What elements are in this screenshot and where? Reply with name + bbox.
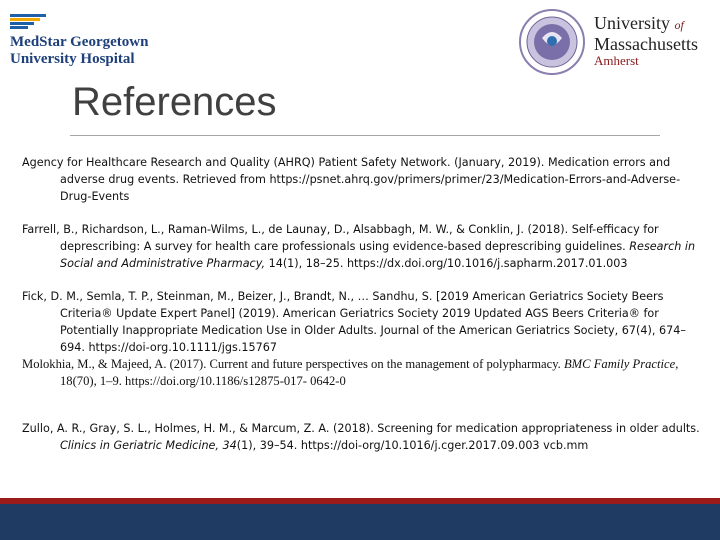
reference-item: Agency for Healthcare Research and Quality (AHRQ) Patient Safety Network. (January, 2019). Medication errors and adverse drug events. Retrieved from https://psnet.ahrq.gov/primers/primer/23/Medication-Errors-and-Adverse-Drug-Events <box>22 156 681 203</box>
footer-bar <box>0 504 720 540</box>
reference-item: Molokhia, M., & Majeed, A. (2017). Current and future perspectives on the management of polypharmacy. BMC Family Practice, 18(70), 1–9. https://doi.org/10.1186/s12875-017- 0642-0 <box>22 357 679 388</box>
umass-line3: Amherst <box>594 53 639 68</box>
umass-line2: Massachusetts <box>594 34 698 54</box>
reference-item: Farrell, B., Richardson, L., Raman-Wilms, L., de Launay, D., Alsabbagh, M. W., & Conklin, J. (2018). Self-efficacy for deprescribing: A survey for health care professionals using evidence-based deprescribing guidelines. Research in Social and Administrative Pharmacy, 14(1), 18–25. https://dx.doi.org/10.1016/j.sapharm.2017.01.003 <box>22 223 696 270</box>
title-divider <box>70 135 660 136</box>
medstar-logo <box>10 14 170 70</box>
pharmacy-seal-icon <box>518 8 586 76</box>
references-list <box>22 154 702 454</box>
umass-logo <box>594 14 714 68</box>
page-title: References <box>72 80 277 124</box>
medstar-name-line1: MedStar Georgetown <box>10 34 149 50</box>
medstar-stripes-icon <box>10 14 46 30</box>
medstar-name-line2: University Hospital <box>10 51 135 67</box>
umass-line1: University of <box>594 13 684 33</box>
reference-item: Zullo, A. R., Gray, S. L., Holmes, H. M., & Marcum, Z. A. (2018). Screening for medication appropriateness in older adults. Clinics in Geriatric Medicine, 34(1), 39–54. https://doi-org/10.1016/j.cger.2017.09.003 vcb.mm <box>22 422 700 452</box>
reference-item: Fick, D. M., Semla, T. P., Steinman, M., Beizer, J., Brandt, N., … Sandhu, S. [2019 American Geriatrics Society Beers Criteria® Update Expert Panel] (2019). American Geriatrics Society 2019 Updated AGS Beers Criteria® for Potentially Inappropriate Medication Use in Older Adults. Journal of the American Geriatrics Society, 67(4), 674–694. https://doi-org.10.1111/jgs.15767 <box>22 290 686 354</box>
